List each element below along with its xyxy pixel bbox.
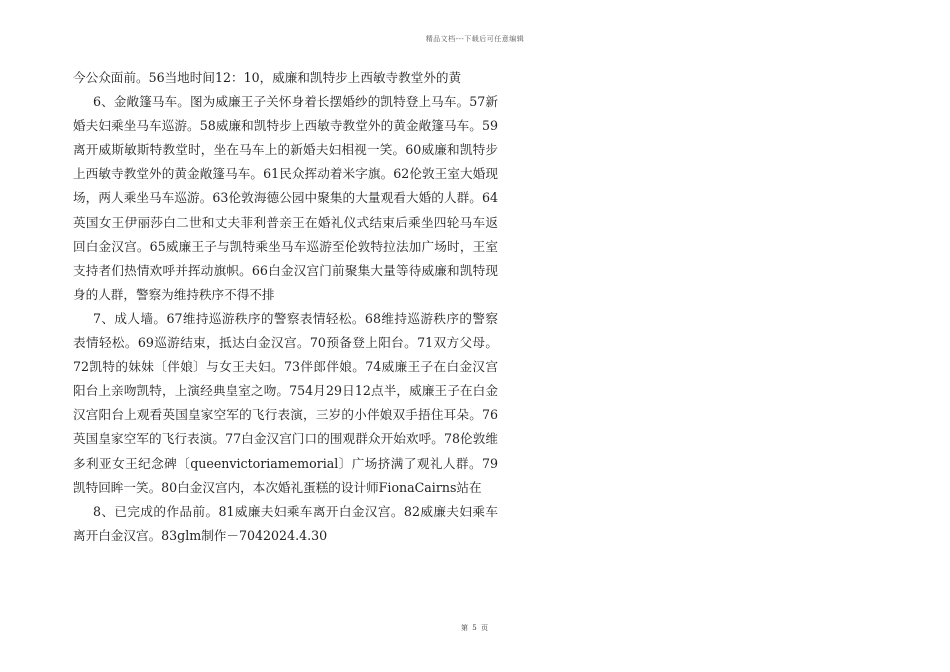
paragraph-section-8: 8、已完成的作品前。81威廉夫妇乘车离开白金汉宫。82威廉夫妇乘车离开白金汉宫。83glm制作－7042024.4.30 <box>73 503 498 543</box>
header-note: 精品文档---下载后可任意编辑 <box>425 35 525 43</box>
paragraph-section-6: 6、金敞篷马车。图为威廉王子关怀身着长摆婚纱的凯特登上马车。57新婚夫妇乘坐马车巡游。58威廉和凯特步上西敏寺教堂外的黄金敞篷马车。59离开威斯敏斯特教堂时，坐在马车上的新婚夫妇相视一笑。60威廉和凯特步上西敏寺教堂外的黄金敞篷马车。61民众挥动着米字旗。62伦敦王室大婚现场，两人乘坐马车巡游。63伦敦海德公园中聚集的大量观看大婚的人群。64英国女王伊丽莎白二世和丈夫菲利普亲王在婚礼仪式结束后乘坐四轮马车返回白金汉宫。65威廉王子与凯特乘坐马车巡游至伦敦特拉法加广场时，王室支持者们热情欢呼并挥动旗帜。66白金汉宫门前聚集大量等待威廉和凯特现身的人群，警察为维持秩序不得不排 <box>73 94 498 302</box>
paragraph-section-7: 7、成人墙。67维持巡游秩序的警察表情轻松。68维持巡游秩序的警察表情轻松。69巡游结束，抵达白金汉宫。70预备登上阳台。71双方父母。72凯特的妹妹〔伴娘〕与女王夫妇。73伴郎伴娘。74威廉王子在白金汉宫阳台上亲吻凯特，上演经典皇室之吻。754月29日12点半，威廉王子在白金汉宫阳台上观看英国皇家空军的飞行表演，三岁的小伴娘双手捂住耳朵。76英国皇家空军的飞行表演。77白金汉宫门口的围观群众开始欢呼。78伦敦维多利亚女王纪念碑〔queenvictoriamemorial〕广场挤满了观礼人群。79凯特回眸一笑。80白金汉宫内，本次婚礼蛋糕的设计师FionaCairns站在 <box>73 310 498 495</box>
page-number: 第 5 页 <box>461 624 489 632</box>
document-body <box>73 66 498 548</box>
paragraph-continuation: 今公众面前。56当地时间12：10，威廉和凯特步上西敏寺教堂外的黄 <box>73 70 462 85</box>
